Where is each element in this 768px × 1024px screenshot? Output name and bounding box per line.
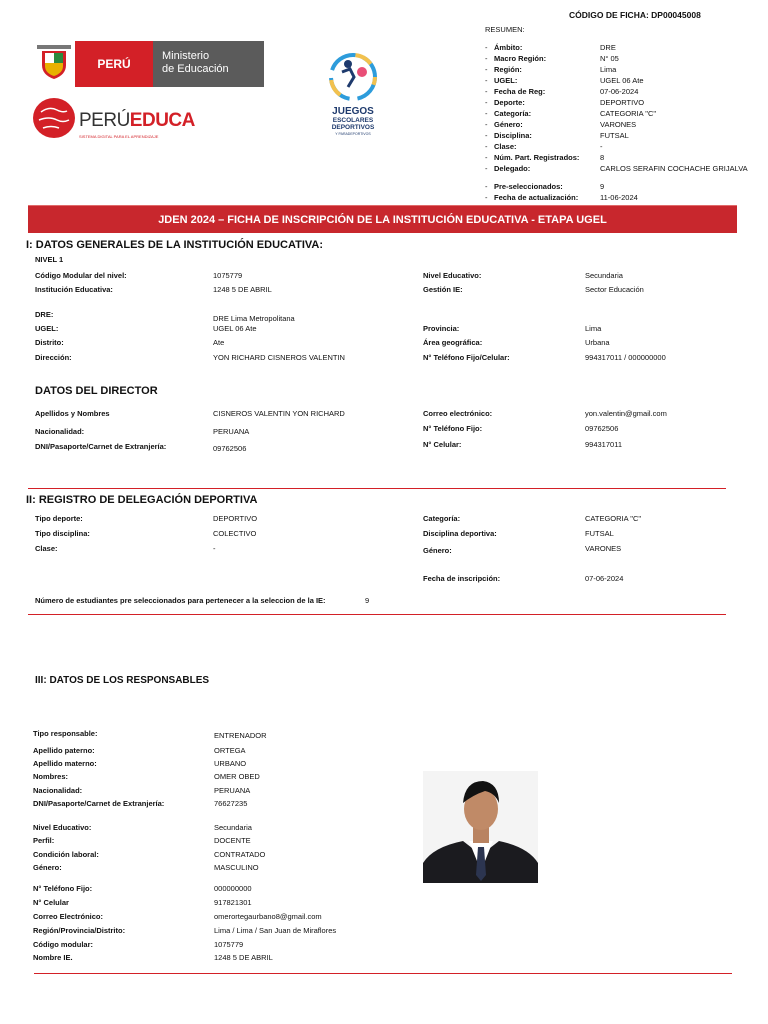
field-label: Distrito: [35, 338, 64, 347]
field-label: Tipo responsable: [33, 729, 98, 738]
resumen-bullet: - [485, 182, 488, 191]
field-value: PERUANA [213, 427, 250, 436]
field-value: DRE Lima Metropolitana [213, 314, 295, 323]
field-label: Género: [33, 863, 62, 872]
juegos-line1: JUEGOS [332, 106, 374, 117]
resumen-bullet: - [485, 98, 488, 107]
resumen-bullet: - [485, 142, 488, 151]
field-label: Nivel Educativo: [33, 823, 92, 832]
field-label: Institución Educativa: [35, 285, 113, 294]
field-label: Disciplina deportiva: [423, 529, 497, 538]
divider-1 [28, 488, 726, 489]
field-label: Nacionalidad: [33, 786, 83, 795]
field-value: CONTRATADO [214, 850, 266, 859]
field-value: OMER OBED [214, 772, 260, 781]
resumen-value: 07-06-2024 [600, 87, 639, 96]
field-label: Correo Electrónico: [33, 912, 104, 921]
field-label: Perfil: [33, 836, 55, 845]
field-label: UGEL: [35, 324, 59, 333]
resumen-label: Pre-seleccionados: [494, 182, 563, 191]
minedu-logo [33, 41, 264, 87]
field-label: N° Celular [33, 898, 69, 907]
field-value: 1075779 [213, 271, 243, 280]
field-value: Lima / Lima / San Juan de Miraflores [214, 926, 337, 935]
juegos-line2b: DEPORTIVOS [331, 124, 375, 131]
peru-label: PERÚ [75, 41, 153, 87]
field-label: Clase: [35, 544, 58, 553]
field-label: Apellido materno: [33, 759, 97, 768]
resumen-bullet: - [485, 43, 488, 52]
field-value: UGEL 06 Ate [213, 324, 257, 333]
resumen-value: VARONES [600, 120, 637, 129]
field-value: 000000000 [214, 884, 252, 893]
resumen-bullet: - [485, 120, 488, 129]
resumen-label: UGEL: [494, 76, 518, 85]
field-value: ENTRENADOR [214, 731, 267, 740]
field-label: Categoría: [423, 514, 461, 523]
field-value: CISNEROS VALENTIN YON RICHARD [213, 409, 345, 418]
perueduca-b: EDUCA [129, 110, 195, 131]
resumen-bullet: - [485, 131, 488, 140]
field-value: 994317011 / 000000000 [585, 353, 666, 362]
field-value: 1248 5 DE ABRIL [213, 285, 272, 294]
field-value: URBANO [214, 759, 247, 768]
resumen-label: Disciplina: [494, 131, 532, 140]
section2-title: II: REGISTRO DE DELEGACIÓN DEPORTIVA [26, 494, 258, 506]
ministerio-label [153, 41, 264, 87]
perueduca-name [79, 110, 195, 132]
resumen-bullet: - [485, 65, 488, 74]
resumen-label: Género: [494, 120, 523, 129]
field-label: Tipo deporte: [35, 514, 83, 523]
resumen-label: Región: [494, 65, 522, 74]
field-label: N° Teléfono Fijo/Celular: [423, 353, 510, 362]
director-title: DATOS DEL DIRECTOR [35, 385, 158, 397]
resumen-value: UGEL 06 Ate [600, 76, 644, 85]
field-label: Nombre IE. [33, 953, 73, 962]
juegos-line3: Y PARADEPORTIVOS [335, 132, 371, 136]
perueduca-tagline: SISTEMA DIGITAL PARA EL APRENDIZAJE [79, 134, 159, 139]
field-value: 09762506 [213, 444, 247, 453]
field-label: DRE: [35, 310, 54, 319]
resumen-bullet: - [485, 76, 488, 85]
resumen-label: Deporte: [494, 98, 525, 107]
field-value: DOCENTE [214, 836, 251, 845]
resumen-bullet: - [485, 193, 488, 202]
field-label: DNI/Pasaporte/Carnet de Extranjería: [33, 799, 165, 808]
field-label: N° Celular: [423, 440, 462, 449]
field-value: 09762506 [585, 424, 619, 433]
juegos-line2a: ESCOLARES [332, 117, 374, 124]
field-label: Área geográfica: [423, 338, 483, 347]
field-value: yon.valentin@gmail.com [585, 409, 667, 418]
field-label: Fecha de inscripción: [423, 574, 501, 583]
divider-2 [28, 614, 726, 615]
field-value: ORTEGA [214, 746, 246, 755]
field-label: N° Teléfono Fijo: [423, 424, 483, 433]
field-value: Sector Educación [585, 285, 644, 294]
ministerio-line1: Ministerio [162, 50, 210, 62]
field-value: 1248 5 DE ABRIL [214, 953, 273, 962]
field-value: FUTSAL [585, 529, 614, 538]
resumen-bullet: - [485, 153, 488, 162]
ministerio-line2: de Educación [162, 63, 229, 75]
resumen-value: CARLOS SERAFIN COCHACHE GRIJALVA [600, 164, 748, 173]
field-value: MASCULINO [214, 863, 259, 872]
nivel-label: NIVEL 1 [35, 255, 64, 264]
resumen-value: - [600, 142, 603, 151]
field-label: Provincia: [423, 324, 460, 333]
field-value: Secundaria [214, 823, 252, 832]
divider-3 [34, 973, 732, 974]
juegos-emblem-icon [322, 50, 384, 104]
preselect-label: Número de estudiantes pre seleccionados para pertenecer a la seleccion de la IE: [35, 596, 326, 605]
field-label: Región/Provincia/Distrito: [33, 926, 126, 935]
field-label: Apellido paterno: [33, 746, 95, 755]
responsible-photo [423, 771, 538, 883]
field-value: CATEGORIA "C" [585, 514, 642, 523]
field-value: Secundaria [585, 271, 623, 280]
resumen-value: 9 [600, 182, 605, 191]
resumen-value: 11-06-2024 [600, 193, 638, 202]
field-value: COLECTIVO [213, 529, 257, 538]
codigo-ficha: CÓDIGO DE FICHA: DP00045008 [569, 10, 701, 20]
field-label: Código modular: [33, 940, 93, 949]
field-value: VARONES [585, 544, 622, 553]
field-label: Correo electrónico: [423, 409, 493, 418]
globe-icon [33, 98, 75, 138]
field-value: Lima [585, 324, 602, 333]
field-label: Nombres: [33, 772, 69, 781]
field-value: 76627235 [214, 799, 248, 808]
field-label: Condición laboral: [33, 850, 99, 859]
perueduca-logo [33, 98, 193, 140]
field-value: Urbana [585, 338, 610, 347]
juegos-escolares-logo [322, 50, 384, 140]
resumen-value: N° 05 [600, 54, 619, 63]
field-value: YON RICHARD CISNEROS VALENTIN [213, 353, 345, 362]
resumen-value: 8 [600, 153, 605, 162]
field-value: PERUANA [214, 786, 251, 795]
field-label: Dirección: [35, 353, 72, 362]
field-label: Nacionalidad: [35, 427, 85, 436]
perueduca-a: PERÚ [79, 110, 130, 131]
resumen-value: Lima [600, 65, 617, 74]
preselect-value: 9 [365, 596, 370, 605]
field-label: Tipo disciplina: [35, 529, 90, 538]
field-label: Gestión IE: [423, 285, 463, 294]
resumen-label: Delegado: [494, 164, 531, 173]
resumen-label: Categoría: [494, 109, 532, 118]
field-label: Apellidos y Nombres [35, 409, 110, 418]
field-value: - [213, 544, 216, 553]
resumen-value: FUTSAL [600, 131, 629, 140]
resumen-label: Núm. Part. Registrados: [494, 153, 580, 162]
field-value: Ate [213, 338, 225, 347]
title-banner: JDEN 2024 – FICHA DE INSCRIPCIÓN DE LA INSTITUCIÓN EDUCATIVA - ETAPA UGEL [28, 205, 737, 233]
resumen-value: DRE [600, 43, 616, 52]
resumen-label: Ámbito: [494, 43, 523, 52]
resumen-label: Macro Región: [494, 54, 547, 63]
resumen-title: RESUMEN: [485, 25, 525, 34]
resumen-bullet: - [485, 87, 488, 96]
section3-title: III: DATOS DE LOS RESPONSABLES [35, 675, 210, 686]
resumen-value: DEPORTIVO [600, 98, 645, 107]
resumen-value: CATEGORIA "C" [600, 109, 657, 118]
resumen-label: Fecha de actualización: [494, 193, 579, 202]
resumen-bullet: - [485, 109, 488, 118]
field-value: 917821301 [214, 898, 252, 907]
field-value: omerortegaurbano8@gmail.com [214, 912, 322, 921]
resumen-bullet: - [485, 164, 488, 173]
field-label: Código Modular del nivel: [35, 271, 127, 280]
field-label: Género: [423, 546, 452, 555]
field-value: 1075779 [214, 940, 244, 949]
field-label: DNI/Pasaporte/Carnet de Extranjería: [35, 442, 167, 451]
juegos-line2 [322, 117, 384, 131]
field-value: 07-06-2024 [585, 574, 624, 583]
field-value: 994317011 [585, 440, 622, 449]
resumen-label: Fecha de Reg: [494, 87, 546, 96]
field-label: N° Teléfono Fijo: [33, 884, 93, 893]
field-label: Nivel Educativo: [423, 271, 482, 280]
peru-shield-icon [33, 41, 75, 87]
resumen-bullet: - [485, 54, 488, 63]
field-value: DEPORTIVO [213, 514, 258, 523]
section1-title: I: DATOS GENERALES DE LA INSTITUCIÓN EDUCATIVA: [26, 239, 324, 251]
resumen-label: Clase: [494, 142, 517, 151]
